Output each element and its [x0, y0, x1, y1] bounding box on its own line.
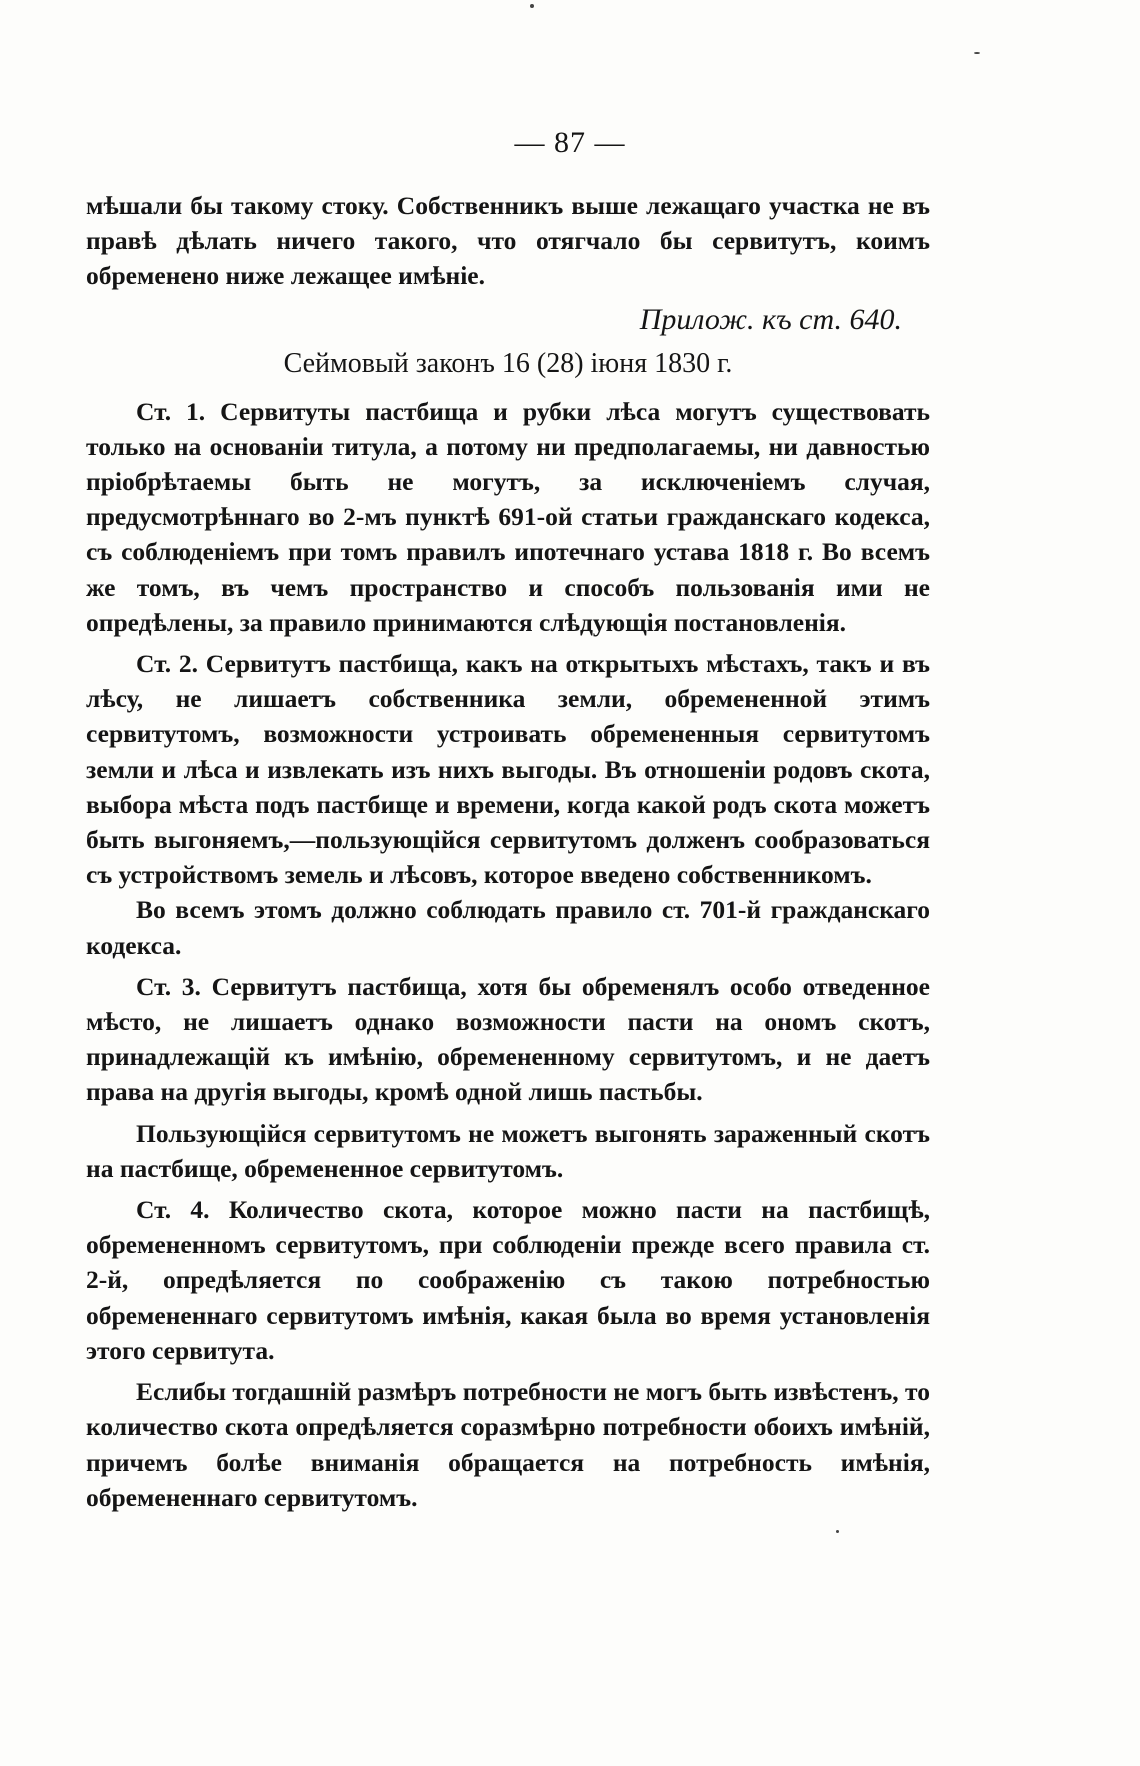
- annex-reference: Прилож. къ ст. 640.: [639, 302, 902, 336]
- article-4: Ст. 4. Количество скота, которое можно пасти на пастбищѣ, обремененномъ сервитутомъ, при соблюденіи прежде всего правила ст. 2-й, опредѣляется по соображенію съ такою потребностью обремененнаго сервитутомъ имѣнія, какая была во время установленія этого сервитута.: [86, 1195, 930, 1365]
- paragraph-continuation: мѣшали бы такому стоку. Собственникъ выше лежащаго участка не въ правѣ дѣлать ничего такого, что отягчало бы сервитутъ, коимъ обременено ниже лежащее имѣніе.: [86, 191, 930, 291]
- scan-speck: [974, 52, 980, 54]
- article-2: Ст. 2. Сервитутъ пастбища, какъ на открытыхъ мѣстахъ, такъ и въ лѣсу, не лишаетъ собственника земли, обремененной этимъ сервитутомъ, возможности устроивать обремененныя сервитутомъ земли и лѣса и извлекать изъ нихъ выгоды. Въ отношеніи родовъ скота, выбора мѣста подъ пастбище и времени, когда какой родъ скота можетъ быть выгоняемъ,—пользующійся сервитутомъ долженъ сообразоваться съ устройствомъ земель и лѣсовъ, которое введено собственникомъ.: [86, 649, 930, 890]
- article-4-note: Еслибы тогдашній размѣръ потребности не могъ быть извѣстенъ, то количество скота опредѣляется соразмѣрно потребности обоихъ имѣній, причемъ болѣе вниманія обращается на потребность имѣнія, обремененнаго сервитутомъ.: [86, 1377, 930, 1512]
- document-body: [86, 188, 930, 1515]
- article-3: Ст. 3. Сервитутъ пастбища, хотя бы обременялъ особо отведенное мѣсто, не лишаетъ однако возможности пасти на ономъ скотъ, принадлежащій къ имѣнію, обремененному сервитутомъ, и не даетъ права на другія выгоды, кромѣ одной лишь пастьбы.: [86, 971, 930, 1107]
- article-3-note: Пользующійся сервитутомъ не можетъ выгонять зараженный скотъ на пастбище, обремененное сервитутомъ.: [86, 1118, 930, 1183]
- article-2-note: Во всемъ этомъ должно соблюдать правило ст. 701-й гражданскаго кодекса.: [86, 895, 930, 960]
- article-1: Ст. 1. Сервитуты пастбища и рубки лѣса могутъ существовать только на основаніи титула, а потому ни предполагаемы, ни давностью пріобрѣтаемы быть не могутъ, за исключеніемъ случая, предусмотрѣннаго во 2-мъ пунктѣ 691-ой статьи гражданскаго кодекса, съ соблюденіемъ при томъ правилъ ипотечнаго устава 1818 г. Во всемъ же томъ, въ чемъ пространство и способъ пользованія ими не опредѣлены, за правило принимаются слѣдующія постановленія.: [86, 396, 930, 637]
- scan-speck: [836, 1530, 839, 1533]
- law-title: Сеймовый законъ 16 (28) іюня 1830 г.: [283, 347, 733, 379]
- page-number: — 87 —: [514, 126, 626, 159]
- scan-speck: [530, 4, 534, 8]
